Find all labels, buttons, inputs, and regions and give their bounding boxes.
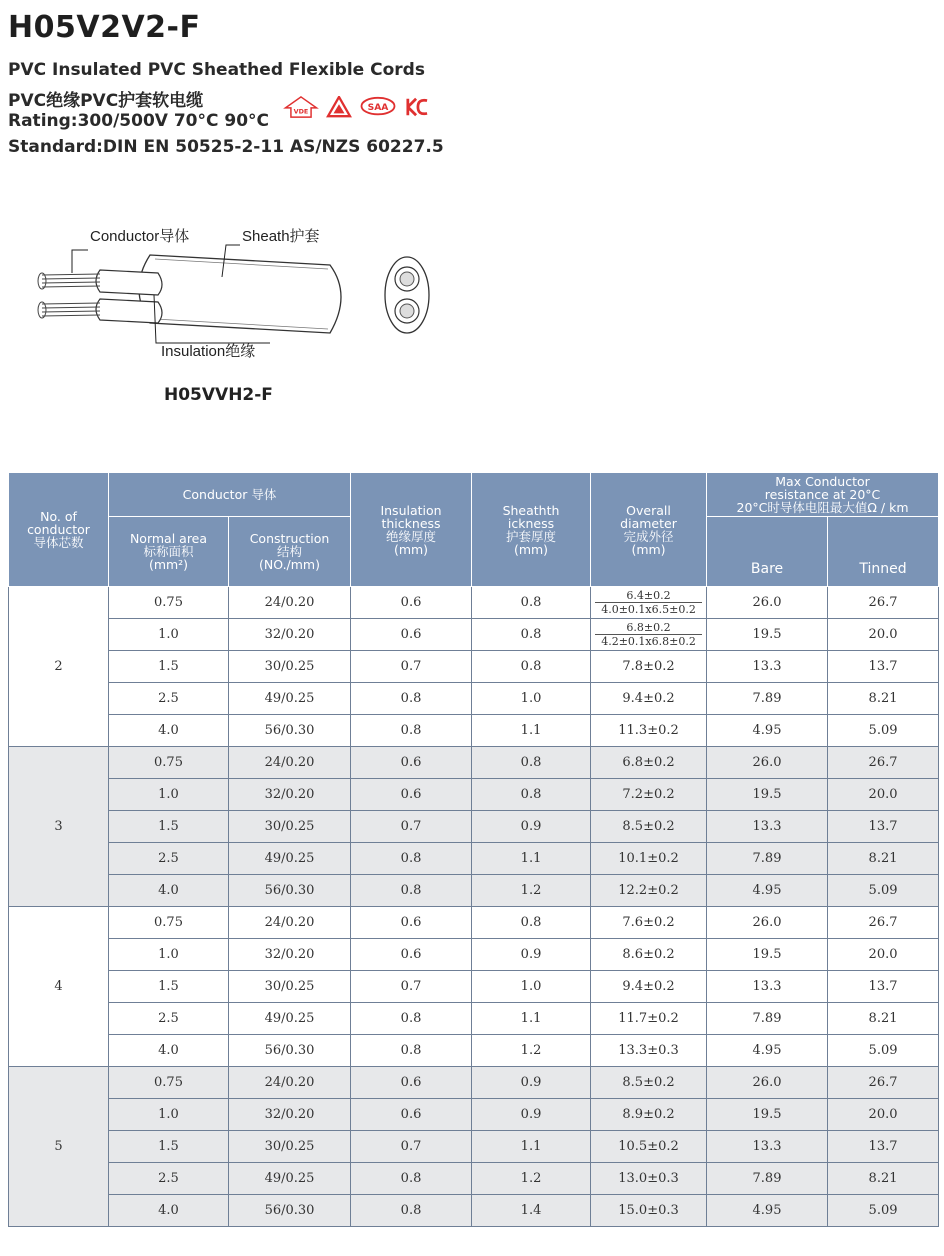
cell-normal-area: 1.0	[109, 779, 229, 811]
certification-logos	[282, 96, 430, 118]
cell-insulation-thickness: 0.6	[351, 1099, 472, 1131]
cell-normal-area: 1.0	[109, 619, 229, 651]
cell-overall-diameter: 10.5±0.2	[591, 1131, 707, 1163]
cell-normal-area: 2.5	[109, 1163, 229, 1195]
cell-insulation-thickness: 0.8	[351, 1195, 472, 1227]
cell-sheath-thickness: 1.2	[472, 1163, 591, 1195]
cell-sheath-thickness: 0.8	[472, 747, 591, 779]
cell-overall-diameter: 8.5±0.2	[591, 1067, 707, 1099]
cell-sheath-thickness: 0.9	[472, 1067, 591, 1099]
cell-construction: 56/0.30	[229, 875, 351, 907]
cell-resistance-bare: 4.95	[707, 875, 828, 907]
cell-overall-diameter: 7.2±0.2	[591, 779, 707, 811]
header-conductor: Conductor 导体	[109, 473, 351, 517]
cell-normal-area: 2.5	[109, 1003, 229, 1035]
cell-sheath-thickness: 0.8	[472, 907, 591, 939]
cell-resistance-tinned: 8.21	[828, 683, 939, 715]
cell-resistance-tinned: 20.0	[828, 939, 939, 971]
table-row	[9, 1099, 939, 1131]
cell-sheath-thickness: 1.2	[472, 875, 591, 907]
standard-text: Standard:DIN EN 50525-2-11 AS/NZS 60227.5	[8, 137, 444, 157]
table-row	[9, 779, 939, 811]
cell-insulation-thickness: 0.7	[351, 1131, 472, 1163]
cell-sheath-thickness: 0.9	[472, 811, 591, 843]
table-row	[9, 651, 939, 683]
cell-construction: 49/0.25	[229, 1003, 351, 1035]
cell-sheath-thickness: 1.0	[472, 971, 591, 1003]
cell-sheath-thickness: 1.0	[472, 683, 591, 715]
cell-insulation-thickness: 0.6	[351, 907, 472, 939]
header-normal-area: Normal area 标称面积 (mm²)	[109, 517, 229, 587]
cell-resistance-bare: 26.0	[707, 587, 828, 619]
cell-insulation-thickness: 0.6	[351, 619, 472, 651]
cell-insulation-thickness: 0.8	[351, 875, 472, 907]
cell-resistance-tinned: 20.0	[828, 1099, 939, 1131]
cell-insulation-thickness: 0.8	[351, 683, 472, 715]
table-row	[9, 1131, 939, 1163]
product-description-cn: PVC绝缘PVC护套软电缆	[8, 91, 204, 111]
cell-construction: 49/0.25	[229, 843, 351, 875]
cell-conductor-count: 4	[9, 907, 109, 1067]
cell-normal-area: 0.75	[109, 587, 229, 619]
cell-resistance-tinned: 5.09	[828, 715, 939, 747]
cell-construction: 49/0.25	[229, 1163, 351, 1195]
cell-insulation-thickness: 0.8	[351, 1163, 472, 1195]
cell-construction: 56/0.30	[229, 1035, 351, 1067]
cell-overall-diameter: 13.3±0.3	[591, 1035, 707, 1067]
cell-resistance-bare: 19.5	[707, 779, 828, 811]
cell-construction: 30/0.25	[229, 651, 351, 683]
spec-table-body	[9, 587, 939, 1227]
cell-construction: 32/0.20	[229, 779, 351, 811]
cell-construction: 49/0.25	[229, 683, 351, 715]
cell-overall-diameter: 8.6±0.2	[591, 939, 707, 971]
rating-text: Rating:300/500V 70°C 90°C	[8, 111, 270, 131]
cell-normal-area: 1.5	[109, 811, 229, 843]
header-resistance: Max Conductor resistance at 20°C 20°C时导体电阻最大值Ω / km	[707, 473, 939, 517]
table-row	[9, 1003, 939, 1035]
cell-resistance-tinned: 8.21	[828, 843, 939, 875]
cell-overall-diameter: 6.4±0.2 4.0±0.1x6.5±0.2	[591, 587, 707, 619]
cell-insulation-thickness: 0.6	[351, 1067, 472, 1099]
cell-resistance-tinned: 26.7	[828, 747, 939, 779]
cell-normal-area: 4.0	[109, 715, 229, 747]
cell-normal-area: 0.75	[109, 907, 229, 939]
cell-insulation-thickness: 0.6	[351, 587, 472, 619]
cell-resistance-bare: 4.95	[707, 1035, 828, 1067]
cell-resistance-tinned: 5.09	[828, 1035, 939, 1067]
cell-resistance-bare: 4.95	[707, 1195, 828, 1227]
cell-conductor-count: 3	[9, 747, 109, 907]
cell-sheath-thickness: 1.1	[472, 1003, 591, 1035]
cell-construction: 24/0.20	[229, 587, 351, 619]
cell-resistance-bare: 7.89	[707, 683, 828, 715]
cell-overall-diameter: 12.2±0.2	[591, 875, 707, 907]
cell-resistance-bare: 26.0	[707, 907, 828, 939]
table-row	[9, 971, 939, 1003]
cell-resistance-tinned: 5.09	[828, 1195, 939, 1227]
cell-resistance-bare: 7.89	[707, 1003, 828, 1035]
cell-normal-area: 2.5	[109, 683, 229, 715]
table-row	[9, 1163, 939, 1195]
cell-normal-area: 4.0	[109, 1195, 229, 1227]
cell-resistance-tinned: 26.7	[828, 907, 939, 939]
cell-sheath-thickness: 0.8	[472, 651, 591, 683]
cell-resistance-tinned: 5.09	[828, 875, 939, 907]
cell-resistance-tinned: 13.7	[828, 651, 939, 683]
cell-overall-diameter: 6.8±0.2	[591, 747, 707, 779]
cell-sheath-thickness: 1.1	[472, 1131, 591, 1163]
cell-overall-diameter: 13.0±0.3	[591, 1163, 707, 1195]
header-no-conductor: No. of conductor 导体芯数	[9, 473, 109, 587]
cell-resistance-bare: 7.89	[707, 843, 828, 875]
cell-overall-diameter: 9.4±0.2	[591, 683, 707, 715]
cell-construction: 24/0.20	[229, 1067, 351, 1099]
cell-overall-diameter: 6.8±0.2 4.2±0.1x6.8±0.2	[591, 619, 707, 651]
table-row	[9, 715, 939, 747]
cell-normal-area: 1.5	[109, 651, 229, 683]
cell-insulation-thickness: 0.7	[351, 651, 472, 683]
table-row	[9, 1067, 939, 1099]
cell-overall-diameter: 7.6±0.2	[591, 907, 707, 939]
header-tinned: Tinned	[828, 517, 939, 587]
cell-sheath-thickness: 1.4	[472, 1195, 591, 1227]
cell-construction: 30/0.25	[229, 971, 351, 1003]
header-construction: Construction 结构 (NO./mm)	[229, 517, 351, 587]
cell-overall-diameter: 9.4±0.2	[591, 971, 707, 1003]
table-row	[9, 619, 939, 651]
page-title: H05V2V2-F	[8, 10, 201, 45]
cell-resistance-bare: 13.3	[707, 651, 828, 683]
cell-resistance-bare: 26.0	[707, 747, 828, 779]
cell-construction: 32/0.20	[229, 619, 351, 651]
cell-resistance-tinned: 20.0	[828, 779, 939, 811]
cell-resistance-bare: 19.5	[707, 939, 828, 971]
cell-resistance-tinned: 13.7	[828, 811, 939, 843]
cell-resistance-bare: 19.5	[707, 1099, 828, 1131]
header-insulation: Insulation thickness 绝缘厚度 (mm)	[351, 473, 472, 587]
table-row	[9, 747, 939, 779]
cell-normal-area: 0.75	[109, 1067, 229, 1099]
table-row	[9, 587, 939, 619]
cell-resistance-bare: 19.5	[707, 619, 828, 651]
cell-insulation-thickness: 0.6	[351, 939, 472, 971]
cell-normal-area: 0.75	[109, 747, 229, 779]
cell-insulation-thickness: 0.8	[351, 1003, 472, 1035]
cell-insulation-thickness: 0.6	[351, 779, 472, 811]
header-bare: Bare	[707, 517, 828, 587]
cell-resistance-bare: 4.95	[707, 715, 828, 747]
cell-resistance-tinned: 13.7	[828, 1131, 939, 1163]
cell-overall-diameter: 11.7±0.2	[591, 1003, 707, 1035]
cell-conductor-count: 5	[9, 1067, 109, 1227]
table-row	[9, 843, 939, 875]
cell-sheath-thickness: 0.9	[472, 939, 591, 971]
cell-overall-diameter: 8.5±0.2	[591, 811, 707, 843]
cell-normal-area: 2.5	[109, 843, 229, 875]
cell-overall-diameter: 15.0±0.3	[591, 1195, 707, 1227]
cell-resistance-tinned: 26.7	[828, 587, 939, 619]
cell-conductor-count: 2	[9, 587, 109, 747]
vde-logo-text: VDE	[293, 107, 309, 116]
cell-construction: 24/0.20	[229, 747, 351, 779]
cell-insulation-thickness: 0.7	[351, 811, 472, 843]
cell-resistance-tinned: 8.21	[828, 1163, 939, 1195]
conductor-label: Conductor导体	[90, 228, 190, 245]
cell-normal-area: 1.0	[109, 1099, 229, 1131]
cell-resistance-tinned: 20.0	[828, 619, 939, 651]
saa-logo-icon	[358, 96, 398, 118]
cell-resistance-bare: 26.0	[707, 1067, 828, 1099]
cell-overall-diameter: 7.8±0.2	[591, 651, 707, 683]
cell-sheath-thickness: 0.9	[472, 1099, 591, 1131]
cell-sheath-thickness: 1.2	[472, 1035, 591, 1067]
cell-insulation-thickness: 0.7	[351, 971, 472, 1003]
product-description: PVC Insulated PVC Sheathed Flexible Cords	[8, 60, 425, 80]
cell-construction: 32/0.20	[229, 1099, 351, 1131]
sheath-label: Sheath护套	[242, 228, 320, 245]
cell-construction: 32/0.20	[229, 939, 351, 971]
table-row	[9, 811, 939, 843]
cell-insulation-thickness: 0.6	[351, 747, 472, 779]
cell-normal-area: 1.5	[109, 1131, 229, 1163]
cell-normal-area: 1.5	[109, 971, 229, 1003]
cell-resistance-bare: 13.3	[707, 811, 828, 843]
cell-resistance-bare: 13.3	[707, 1131, 828, 1163]
cell-resistance-tinned: 26.7	[828, 1067, 939, 1099]
cell-insulation-thickness: 0.8	[351, 715, 472, 747]
cell-overall-diameter: 8.9±0.2	[591, 1099, 707, 1131]
header-sheath: Sheathth ickness 护套厚度 (mm)	[472, 473, 591, 587]
table-row	[9, 939, 939, 971]
cell-resistance-tinned: 8.21	[828, 1003, 939, 1035]
cell-insulation-thickness: 0.8	[351, 1035, 472, 1067]
kc-logo-icon	[404, 96, 430, 118]
cell-construction: 56/0.30	[229, 715, 351, 747]
table-row	[9, 1035, 939, 1067]
cell-normal-area: 4.0	[109, 875, 229, 907]
cell-overall-diameter: 10.1±0.2	[591, 843, 707, 875]
cell-sheath-thickness: 1.1	[472, 715, 591, 747]
cell-normal-area: 4.0	[109, 1035, 229, 1067]
cell-resistance-bare: 7.89	[707, 1163, 828, 1195]
cell-sheath-thickness: 0.8	[472, 779, 591, 811]
table-row	[9, 1195, 939, 1227]
cell-resistance-tinned: 13.7	[828, 971, 939, 1003]
cell-sheath-thickness: 0.8	[472, 619, 591, 651]
cell-construction: 24/0.20	[229, 907, 351, 939]
cell-resistance-bare: 13.3	[707, 971, 828, 1003]
cell-sheath-thickness: 1.1	[472, 843, 591, 875]
cell-insulation-thickness: 0.8	[351, 843, 472, 875]
cell-overall-diameter: 11.3±0.2	[591, 715, 707, 747]
table-row	[9, 907, 939, 939]
table-row	[9, 683, 939, 715]
vde-logo-icon	[282, 96, 320, 118]
diagram-caption: H05VVH2-F	[164, 385, 273, 405]
spec-table	[8, 472, 939, 1227]
cell-construction: 30/0.25	[229, 1131, 351, 1163]
cell-construction: 30/0.25	[229, 811, 351, 843]
table-row	[9, 875, 939, 907]
cell-sheath-thickness: 0.8	[472, 587, 591, 619]
ccc-triangle-icon	[326, 96, 352, 118]
insulation-label: Insulation绝缘	[161, 343, 256, 360]
header-overall: Overall diameter 完成外径 (mm)	[591, 473, 707, 587]
saa-logo-text: SAA	[367, 101, 389, 113]
cell-normal-area: 1.0	[109, 939, 229, 971]
cell-construction: 56/0.30	[229, 1195, 351, 1227]
